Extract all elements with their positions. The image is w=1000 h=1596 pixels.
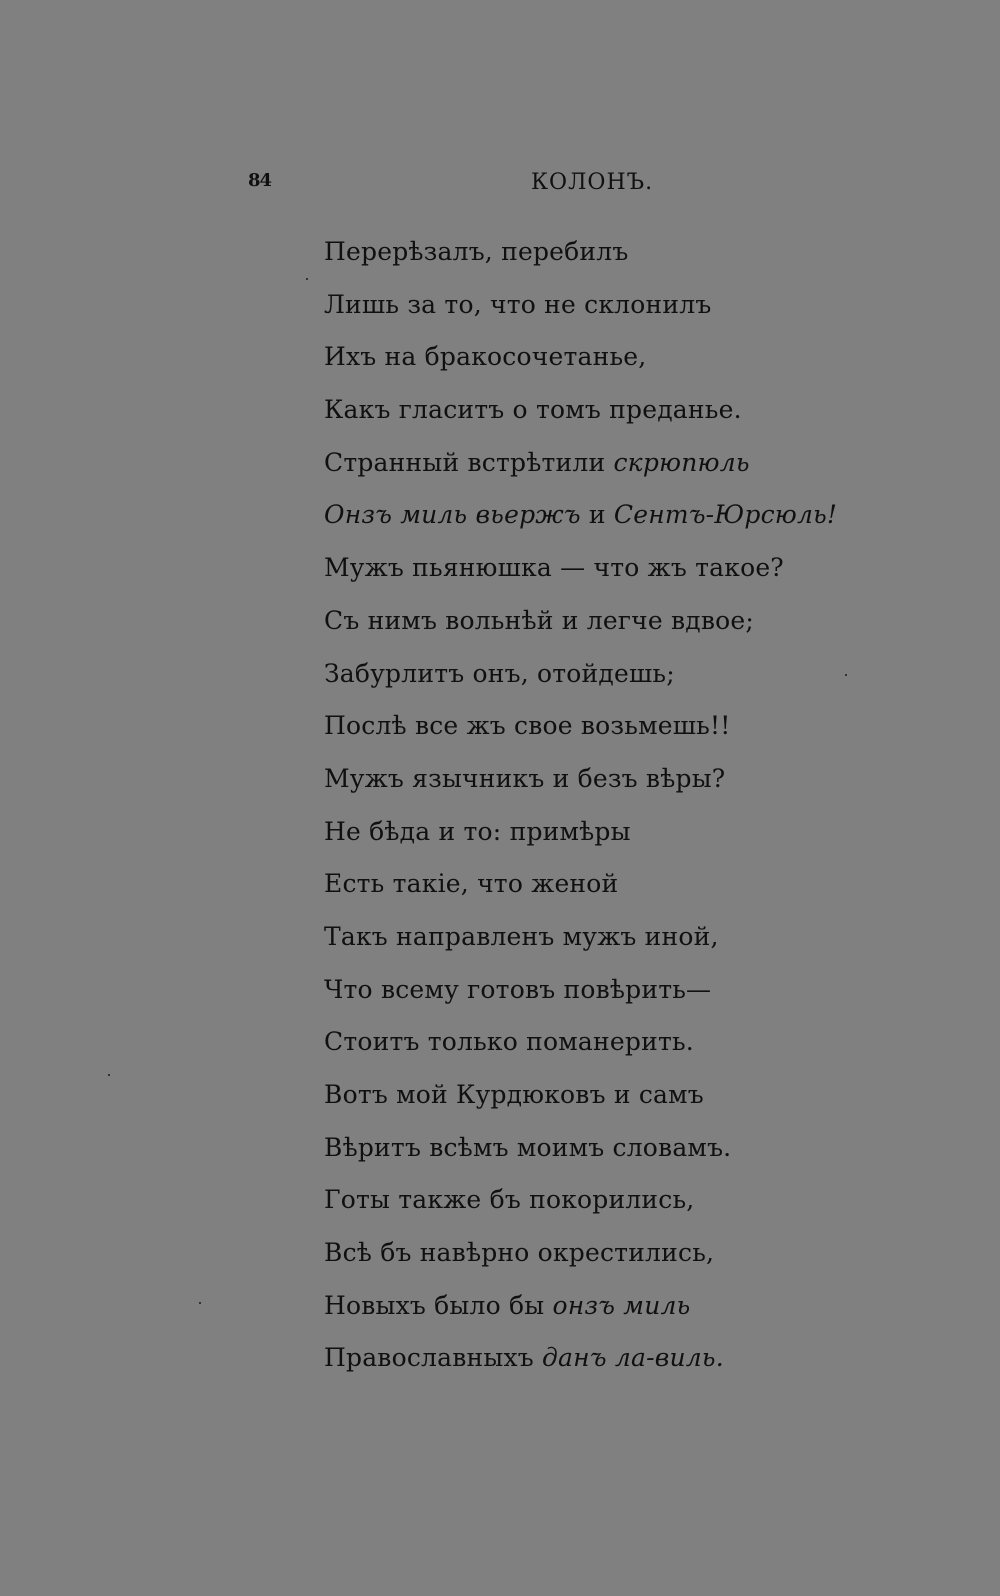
verse-italic-text: Сентъ-Юрсюль!: [613, 500, 838, 530]
verse-line: [324, 437, 837, 490]
verse-text: Странный встрѣтили: [324, 447, 614, 477]
verse-line: [324, 331, 837, 384]
verse-line: [324, 753, 837, 806]
verse-line: [324, 1227, 837, 1280]
verse-text: Готы также бъ покорились,: [324, 1185, 695, 1215]
verse-line: [324, 489, 837, 542]
verse-line: [324, 595, 837, 648]
verse-text: Послѣ все жъ свое возьмешь!!: [324, 711, 731, 741]
print-speck: [845, 674, 847, 676]
verse-text: Какъ гласитъ о томъ преданье.: [324, 395, 742, 425]
verse-text: Ихъ на бракосочетанье,: [324, 342, 647, 372]
verse-text: Вѣритъ всѣмъ моимъ словамъ.: [324, 1132, 732, 1162]
verse-text: Не бѣда и то: примѣры: [324, 816, 631, 846]
verse-text: Съ нимъ вольнѣй и легче вдвое;: [324, 605, 755, 635]
verse-line: [324, 700, 837, 753]
verse-text: Что всему готовъ повѣрить—: [324, 974, 712, 1004]
verse-line: [324, 1280, 837, 1333]
verse-line: [324, 279, 837, 332]
verse-italic-text: данъ ла-виль.: [542, 1343, 724, 1373]
verse-italic-text: скрюпюль: [613, 447, 750, 477]
verse-text: Всѣ бъ навѣрно окрестились,: [324, 1238, 715, 1268]
verse-line: [324, 806, 837, 859]
verse-text: Православныхъ: [324, 1343, 543, 1373]
verse-text: Есть такіе, что женой: [324, 869, 619, 899]
verse-text: Такъ направленъ мужъ иной,: [324, 921, 719, 951]
verse-line: [324, 911, 837, 964]
verse-text: Новыхъ было бы: [324, 1290, 553, 1320]
verse-line: [324, 1174, 837, 1227]
verse-line: [324, 858, 837, 911]
verse-italic-text: Онзъ миль вьержъ: [324, 500, 581, 530]
verse-text: Забурлитъ онъ, отойдешь;: [324, 658, 675, 688]
verse-line: [324, 226, 837, 279]
verse-line: [324, 542, 837, 595]
verse-italic-text: онзъ миль: [552, 1290, 691, 1320]
verse-text: и: [580, 500, 614, 530]
print-speck: [199, 1302, 201, 1304]
running-head: КОЛОНЪ.: [531, 170, 654, 195]
verse-line: [324, 384, 837, 437]
verse-text: Мужъ язычникъ и безъ вѣры?: [324, 763, 726, 793]
verse-text: Перерѣзалъ, перебилъ: [324, 237, 629, 266]
verse-text: Мужъ пьянюшка — что жъ такое?: [324, 553, 784, 583]
verse-text: Стоитъ только поманерить.: [324, 1027, 694, 1057]
print-speck: [306, 278, 308, 280]
verse-line: [324, 1016, 837, 1069]
page-number: 84: [248, 170, 272, 191]
verse-line: [324, 1122, 837, 1175]
print-speck: [108, 1074, 110, 1076]
verse-line: [324, 648, 837, 701]
verse-text: Вотъ мой Курдюковъ и самъ: [324, 1080, 704, 1109]
verse-text: Лишь за то, что не склонилъ: [324, 289, 712, 319]
verse-line: [324, 1069, 837, 1122]
verse-line: [324, 964, 837, 1017]
verse-line: [324, 1332, 837, 1385]
poem-verse: [324, 226, 837, 1385]
